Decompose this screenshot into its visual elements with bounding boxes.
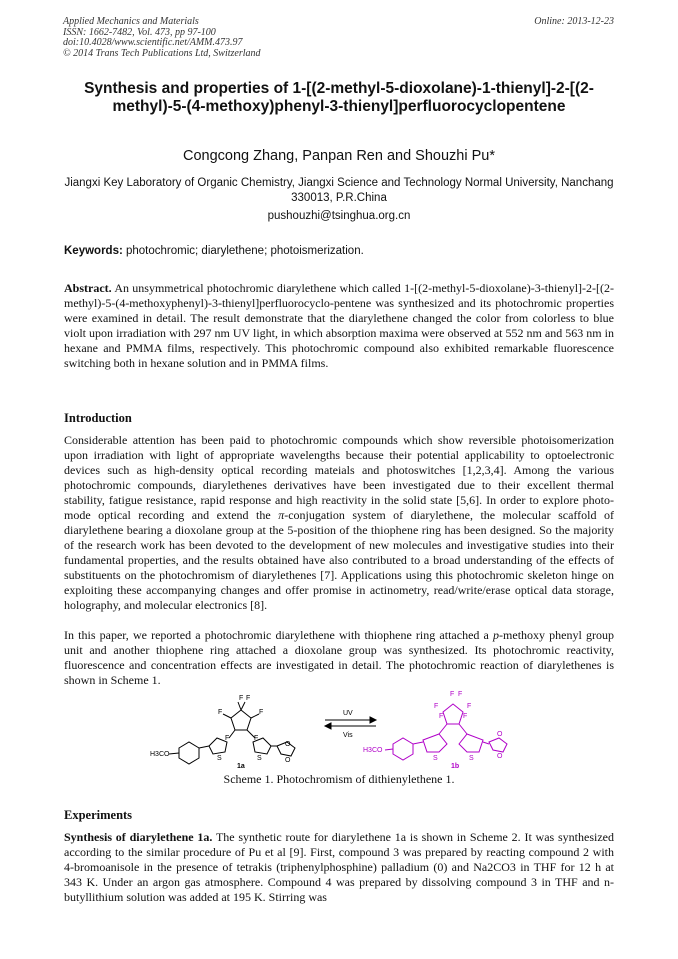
abstract-text: An unsymmetrical photochromic diarylethene which called 1-[(2-methyl-5-dioxolane)-3-thienyl]-2-[(2-methyl)-5-(4-methoxyphenyl)-3-thienyl]perfluorocyclo-pentene was synthesized and its photochromic properties were examined in detail. The result demonstrate that the diarylethene changed the color from colorless to blue violt upon irradiation with 297 nm UV light, in which absorption maxima were observed at 552 nm and 563 nm in hexane and PMMA films, respectively. This photochromic compound also exhibited remarkable fluorescence switching both in hexane solution and in PMMA films. — [64, 281, 614, 370]
o-label: O — [497, 731, 503, 738]
keywords — [64, 245, 364, 257]
o-label: O — [285, 757, 291, 764]
f-label: F — [450, 691, 455, 698]
methoxy-label: H3CO — [150, 751, 170, 758]
s-label: S — [217, 755, 222, 762]
f-label: F — [254, 735, 259, 742]
journal-name: Applied Mechanics and Materials — [63, 16, 199, 27]
intro2-text-a: In this paper, we reported a photochromic diarylethene with thiophene ring attached a — [64, 628, 494, 642]
abstract — [64, 281, 614, 371]
paper-title: Synthesis and properties of 1-[(2-methyl-5-dioxolane)-1-thienyl]-2-[(2-methyl)-5-(4-methoxy)phenyl-3-thienyl]perfluorocyclopentene — [84, 80, 594, 115]
pi-symbol: π — [278, 508, 285, 522]
issn: ISSN: 1662-7482, Vol. 473, pp 97-100 — [63, 26, 216, 38]
methoxy-label: H3CO — [363, 747, 383, 754]
keywords-label: Keywords: — [64, 245, 123, 257]
intro-text-b: -conjugation system of diarylethene, the molecular scaffold of diarylethene bearing a dioxolane group at the 5-position of the thiophene ring has been designed. So the majority of the research work has been devoted to the development of new molecules and investigative studies into their fundamental properties, and the results obtained have also contributed to a broad understanding of the effects of substituents on the photochromism of diarylethenes [7]. Applications using this photochromic skeleton hinge on exploiting these accompanying changes and offer promise in actinometry, read/write/erase optical data storage, holography, and molecular electronics [8]. — [64, 508, 614, 612]
introduction-heading: Introduction — [64, 411, 132, 425]
intro2-text-b: -methoxy phenyl group unit and another thiophene ring attached a dioxolane group was synthesized. Its photochromic reactivity, fluorescence and concentration effects are investigated in detail. The photochromic reaction of diarylethenes is shown in Scheme 1. — [64, 628, 614, 687]
f-label: F — [467, 703, 472, 710]
authors: Congcong Zhang, Panpan Ren and Shouzhi Pu* — [183, 148, 495, 164]
journal-metadata — [63, 17, 261, 59]
scheme-1-figure — [145, 688, 545, 770]
intro-text-a: Considerable attention has been paid to photochromic compounds which show reversible photoisomerization upon irradiation with light of appropriate wavelengths because their potential applicability to optoelectronic devices such as high-density optical recording mateials and photoswitches [1,2,3,4]. Among the various photochromic compounds, diarylethenes derivatives have been investigated due to their excellent thermal stability, fatigue resistance, rapid response and high reactivity in the solid state [5,6]. In order to explore photo-mode optical recording and extend the — [64, 433, 614, 522]
uv-label: UV — [343, 710, 353, 717]
synthesis-label: Synthesis of diarylethene 1a. — [64, 830, 213, 844]
keywords-text: photochromic; diarylethene; photoismerization. — [126, 245, 364, 257]
f-label: F — [225, 735, 230, 742]
s-label: S — [433, 755, 438, 762]
o-label: O — [497, 753, 503, 760]
reaction-arrows — [325, 717, 376, 729]
doi: doi:10.4028/www.scientific.net/AMM.473.97 — [63, 37, 243, 48]
f-label: F — [259, 709, 264, 716]
o-label: O — [285, 741, 291, 748]
compound-1b-label: 1b — [451, 763, 460, 770]
abstract-label: Abstract. — [64, 281, 112, 295]
copyright: © 2014 Trans Tech Publications Ltd, Switzerland — [63, 47, 261, 59]
para-symbol: p — [493, 628, 500, 642]
f-label: F — [439, 713, 444, 720]
synthesis-text: The synthetic route for diarylethene 1a is shown in Scheme 2. It was synthesized according to the similar procedure of Pu et al [9]. First, compound 3 was prepared by reacting compound 2 with 4-bromoanisole in the presence of tetrakis (triphenylphosphine) palladium (0) and Na2CO3 in THF for 12 h at 343 K. Under an argon gas atmosphere. Compound 4 was prepared by dissolving compound 3 in THF and n-butyllithium solution was added at 195 K. Stirring was — [64, 830, 614, 904]
affiliation: Jiangxi Key Laboratory of Organic Chemistry, Jiangxi Science and Technology Normal University, Nanchang 330013, P.R.China — [64, 177, 614, 204]
f-label: F — [218, 709, 223, 716]
s-label: S — [257, 755, 262, 762]
f-label: F — [246, 695, 251, 702]
f-label: F — [239, 695, 244, 702]
s-label: S — [469, 755, 474, 762]
f-label: F — [434, 703, 439, 710]
online-date: Online: 2013-12-23 — [534, 16, 614, 27]
f-label: F — [463, 713, 468, 720]
scheme-caption: Scheme 1. Photochromism of dithienylethene 1. — [223, 772, 455, 786]
introduction-paragraph-1 — [64, 433, 614, 613]
f-label: F — [458, 691, 463, 698]
molecule-1a — [169, 702, 295, 764]
vis-label: Vis — [343, 732, 353, 739]
experiments-heading: Experiments — [64, 808, 133, 822]
introduction-paragraph-2 — [64, 628, 614, 688]
synthesis-paragraph — [64, 830, 614, 905]
molecule-1b — [385, 704, 507, 760]
author-email: pushouzhi@tsinghua.org.cn — [267, 210, 411, 222]
compound-1a-label: 1a — [237, 763, 245, 770]
